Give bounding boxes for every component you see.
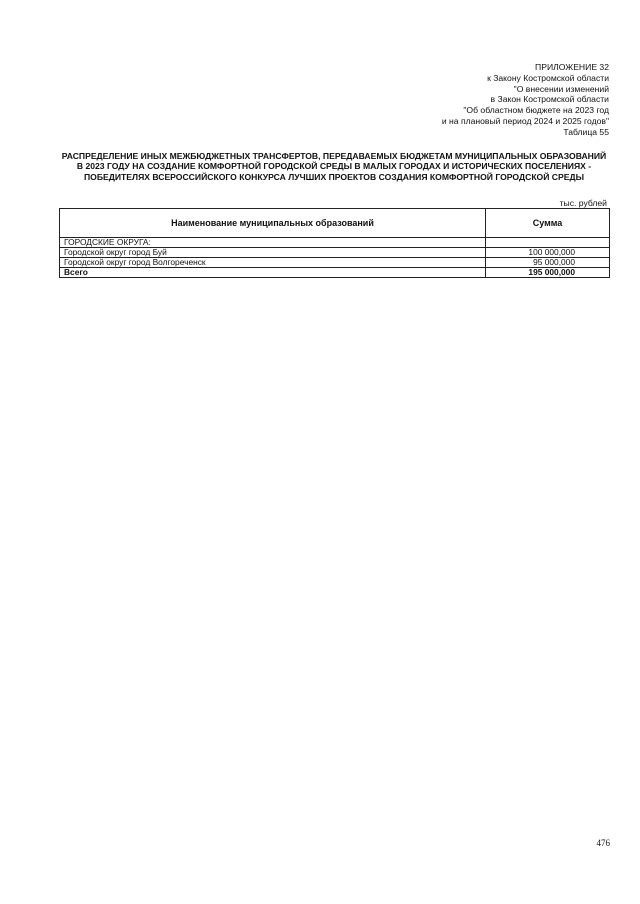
header-line: "О внесении изменений: [513, 83, 609, 94]
column-header-name: Наименование муниципальных образований: [60, 209, 486, 238]
page-number: 476: [596, 838, 610, 848]
total-sum: 195 000,000: [486, 268, 610, 278]
table-row: [60, 248, 610, 258]
document-title: РАСПРЕДЕЛЕНИЕ ИНЫХ МЕЖБЮДЖЕТНЫХ ТРАНСФЕРТОВ, ПЕРЕДАВАЕМЫХ БЮДЖЕТАМ МУНИЦИПАЛЬНЫХ ОБРАЗОВАНИЙ В 2023 ГОДУ НА СОЗДАНИЕ КОМФОРТНОЙ ГОРОДСКОЙ СРЕДЫ В МАЛЫХ ГОРОДАХ И ИСТОРИЧЕСКИХ ПОСЕЛЕНИЯХ - ПОБЕДИТЕЛЯХ ВСЕРОССИЙСКОГО КОНКУРСА ЛУЧШИХ ПРОЕКТОВ СОЗДАНИЯ КОМФОРТНОЙ ГОРОДСКОЙ СРЕДЫ: [61, 151, 607, 182]
total-label: Всего: [60, 268, 486, 278]
row-name: ГОРОДСКИЕ ОКРУГА:: [60, 238, 486, 248]
row-sum: 95 000,000: [486, 258, 610, 268]
column-header-sum: Сумма: [486, 209, 610, 238]
appendix-header: [442, 62, 609, 138]
table-header-row: [60, 209, 610, 238]
header-line: к Закону Костромской области: [487, 72, 609, 83]
row-sum: [486, 238, 610, 248]
header-line: и на плановый период 2024 и 2025 годов": [441, 115, 609, 126]
transfers-table: [59, 208, 610, 278]
header-line: ПРИЛОЖЕНИЕ 32: [535, 62, 609, 72]
header-line: Таблица 55: [563, 126, 609, 137]
total-row: [60, 268, 610, 278]
row-name: Городской округ город Волгореченск: [60, 258, 486, 268]
row-name: Городской округ город Буй: [60, 248, 486, 258]
row-sum: 100 000,000: [486, 248, 610, 258]
units-label: тыс. рублей: [559, 198, 607, 208]
table-row: [60, 238, 610, 248]
header-line: "Об областном бюджете на 2023 год: [463, 105, 609, 116]
header-line: в Закон Костромской области: [490, 94, 609, 105]
table-row: [60, 258, 610, 268]
